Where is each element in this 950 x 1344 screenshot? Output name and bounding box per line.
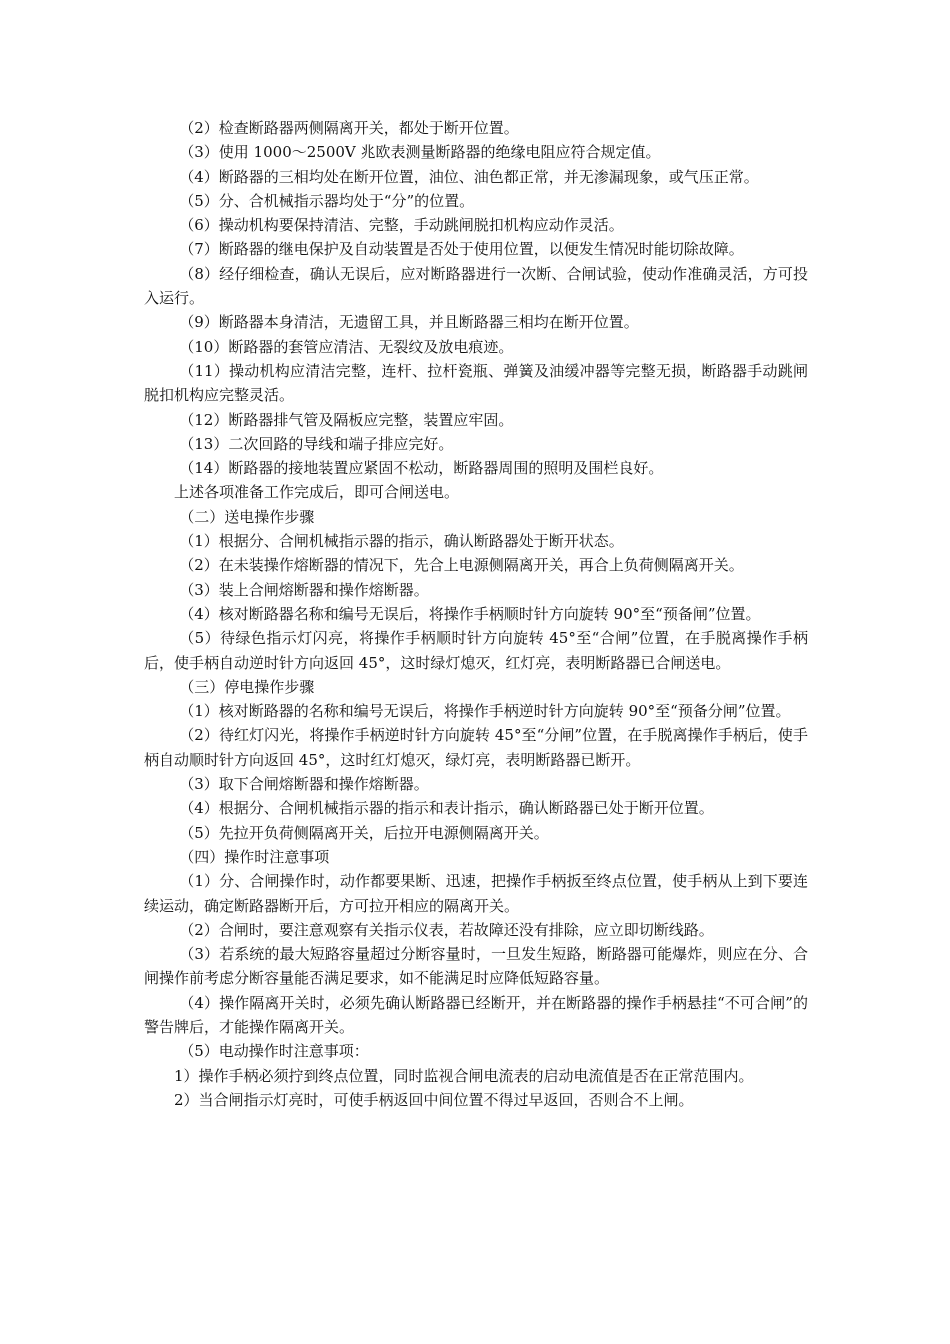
paragraph: （2）在未装操作熔断器的情况下，先合上电源侧隔离开关，再合上负荷侧隔离开关。 bbox=[179, 556, 744, 575]
section-heading: （二）送电操作步骤 bbox=[179, 507, 315, 526]
paragraph: （2）合闸时，要注意观察有关指示仪表，若故障还没有排除，应立即切断线路。 bbox=[179, 920, 714, 939]
document-body bbox=[144, 116, 808, 1112]
section-heading: （四）操作时注意事项 bbox=[179, 847, 330, 866]
paragraph: 1）操作手柄必须拧到终点位置，同时监视合闸电流表的启动电流值是否在正常范围内。 bbox=[174, 1066, 754, 1085]
paragraph: （9）断路器本身清洁，无遗留工具，并且断路器三相均在断开位置。 bbox=[179, 313, 639, 332]
paragraph: （14）断路器的接地装置应紧固不松动，断路器周围的照明及围栏良好。 bbox=[179, 459, 664, 478]
paragraph: （8）经仔细检查，确认无误后，应对断路器进行一次断、合闸试验，使动作准确灵活，方可投入运行。 bbox=[144, 264, 808, 308]
paragraph: 2）当合闸指示灯亮时，可使手柄返回中间位置不得过早返回，否则合不上闸。 bbox=[174, 1090, 694, 1109]
paragraph: （11）操动机构应清洁完整，连杆、拉杆瓷瓶、弹簧及油缓冲器等完整无损，断路器手动跳闸脱扣机构应完整灵活。 bbox=[144, 361, 808, 405]
section-heading: （三）停电操作步骤 bbox=[179, 677, 315, 696]
paragraph: （5）先拉开负荷侧隔离开关，后拉开电源侧隔离开关。 bbox=[179, 823, 549, 842]
paragraph: （3）取下合闸熔断器和操作熔断器。 bbox=[179, 775, 429, 794]
paragraph: （1）根据分、合闸机械指示器的指示，确认断路器处于断开状态。 bbox=[179, 532, 624, 551]
paragraph: （4）核对断路器名称和编号无误后，将操作手柄顺时针方向旋转 90°至“预备闸”位置。 bbox=[179, 604, 761, 623]
paragraph: （5）待绿色指示灯闪亮，将操作手柄顺时针方向旋转 45°至“合闸”位置，在手脱离操作手柄后，使手柄自动逆时针方向返回 45°，这时绿灯熄灭，红灯亮，表明断路器已合闸送电。 bbox=[144, 629, 808, 672]
paragraph: （12）断路器排气管及隔板应完整，装置应牢固。 bbox=[179, 410, 514, 429]
paragraph: （3）装上合闸熔断器和操作熔断器。 bbox=[179, 580, 429, 599]
paragraph: （2）待红灯闪光，将操作手柄逆时针方向旋转 45°至“分闸”位置，在手脱离操作手柄后，使手柄自动顺时针方向返回 45°，这时红灯熄灭，绿灯亮，表明断路器已断开。 bbox=[144, 726, 808, 769]
paragraph: （2）检查断路器两侧隔离开关，都处于断开位置。 bbox=[179, 119, 519, 137]
paragraph: （4）根据分、合闸机械指示器的指示和表计指示，确认断路器已处于断开位置。 bbox=[179, 799, 714, 818]
paragraph: （1）核对断路器的名称和编号无误后，将操作手柄逆时针方向旋转 90°至“预备分闸”位置。 bbox=[179, 702, 791, 721]
paragraph: （4）断路器的三相均处在断开位置，油位、油色都正常，并无渗漏现象，或气压正常。 bbox=[179, 167, 759, 186]
paragraph: （7）断路器的继电保护及自动装置是否处于使用位置，以便发生情况时能切除故障。 bbox=[179, 240, 744, 259]
paragraph: （5）电动操作时注意事项： bbox=[179, 1042, 369, 1061]
paragraph: （5）分、合机械指示器均处于“分”的位置。 bbox=[179, 191, 475, 210]
paragraph: （3）若系统的最大短路容量超过分断容量时，一旦发生短路，断路器可能爆炸，则应在分、合闸操作前考虑分断容量能否满足要求，如不能满足时应降低短路容量。 bbox=[144, 945, 808, 988]
paragraph: （6）操动机构要保持清洁、完整，手动跳闸脱扣机构应动作灵活。 bbox=[179, 216, 624, 235]
paragraph: （4）操作隔离开关时，必须先确认断路器已经断开，并在断路器的操作手柄悬挂“不可合闸”的警告牌后，才能操作隔离开关。 bbox=[144, 993, 808, 1036]
paragraph: （10）断路器的套管应清洁、无裂纹及放电痕迹。 bbox=[179, 337, 514, 356]
paragraph: 上述各项准备工作完成后，即可合闸送电。 bbox=[174, 483, 460, 502]
paragraph: （3）使用 1000～2500V 兆欧表测量断路器的绝缘电阻应符合规定值。 bbox=[179, 143, 661, 162]
paragraph: （1）分、合闸操作时，动作都要果断、迅速，把操作手柄扳至终点位置，使手柄从上到下要连续运动，确定断路器断开后，方可拉开相应的隔离开关。 bbox=[144, 872, 808, 915]
paragraph: （13）二次回路的导线和端子排应完好。 bbox=[179, 434, 454, 453]
